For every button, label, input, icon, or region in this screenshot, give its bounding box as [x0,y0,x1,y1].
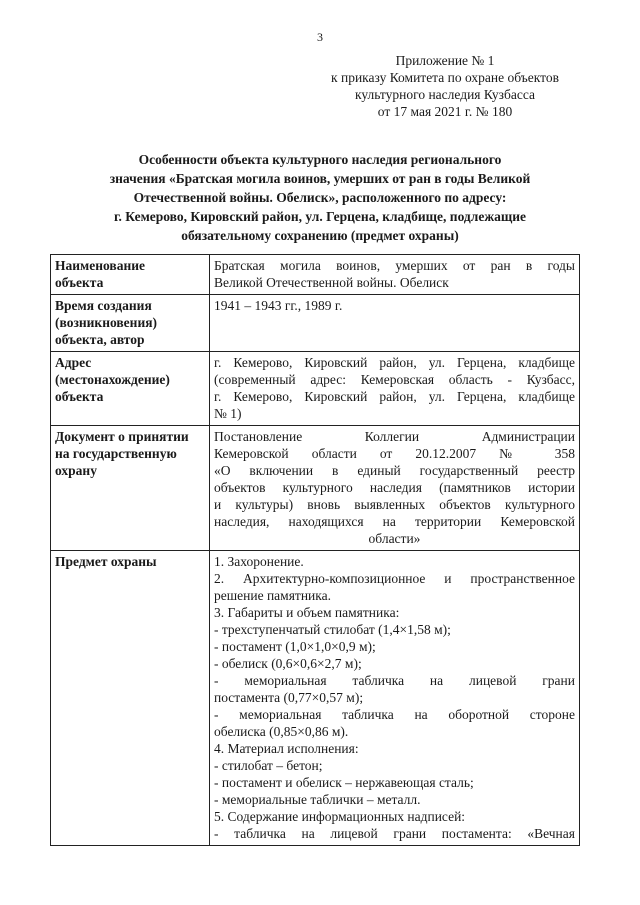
appendix-order-line: к приказу Комитета по охране объектов [331,70,559,85]
heading-line: значения «Братская могила воинов, умерших от ран в годы Великой [109,171,531,186]
document-heading [60,150,580,245]
name-label: Наименование объекта [51,255,210,295]
table-row-address [51,352,580,426]
table-row-created [51,295,580,352]
list-item: 1. Захоронение. [214,554,304,569]
list-item: - обелиск (0,6×0,6×2,7 м); [214,656,362,671]
document-label: Документ о принятии на государственную охрану [51,426,210,551]
list-item: - стилобат – бетон; [214,758,323,773]
address-label: Адрес (местонахождение) объекта [51,352,210,426]
subject-label: Предмет охраны [51,551,210,846]
list-item: - постамент (1,0×1,0×0,9 м); [214,639,376,654]
list-item: решение памятника. [214,588,331,603]
address-value: г. Кемерово, Кировский район, ул. Герцена, кладбище (современный адрес: Кемеровская область - Кузбасс, г. Кемерово, Кировский район, ул. Герцена, кладбище № 1) [210,352,580,426]
protection-subject-table [50,254,580,846]
appendix-block [300,52,590,120]
heading-line: Особенности объекта культурного наследия регионального [138,152,502,167]
heading-line: обязательному сохранению (предмет охраны) [181,228,459,243]
table-row-name [51,255,580,295]
table-row-subject [51,551,580,846]
list-item: 5. Содержание информационных надписей: [214,809,466,824]
list-item: - мемориальная табличка на лицевой грани [214,673,575,688]
appendix-title: Приложение № 1 [395,53,495,68]
list-item: - трехступенчатый стилобат (1,4×1,58 м); [214,622,451,637]
heading-line: Отечественной войны. Обелиск», расположенного по адресу: [133,190,507,205]
list-item: - табличка на лицевой грани постамента: «Вечная [214,826,575,841]
created-value: 1941 – 1943 гг., 1989 г. [210,295,580,352]
appendix-date-line: от 17 мая 2021 г. № 180 [377,104,513,119]
list-item: постамента (0,77×0,57 м); [214,690,364,705]
document-value: Постановление Коллегии Администрации Кемеровской области от 20.12.2007 № 358 «О включении в единый государственный реестр объектов культурного наследия (памятников истории и культуры) вновь выявленных объектов культурного наследия, находящихся на территории Кемеровской области» [210,426,580,551]
appendix-committee-line: культурного наследия Кузбасса [355,87,535,102]
name-value: Братская могила воинов, умерших от ран в годы Великой Отечественной войны. Обелиск [210,255,580,295]
list-item: - постамент и обелиск – нержавеющая сталь; [214,775,474,790]
list-item: 2. Архитектурно-композиционное и пространственное [214,571,575,586]
table-row-document [51,426,580,551]
list-item: обелиска (0,85×0,86 м). [214,724,349,739]
list-item: 4. Материал исполнения: [214,741,359,756]
subject-value [210,551,580,846]
heading-line: г. Кемерово, Кировский район, ул. Герцена, кладбище, подлежащие [113,209,527,224]
list-item: 3. Габариты и объем памятника: [214,605,400,620]
created-label: Время создания (возникновения) объекта, автор [51,295,210,352]
list-item: - мемориальные таблички – металл. [214,792,421,807]
page-number: 3 [317,30,323,44]
list-item: - мемориальная табличка на оборотной стороне [214,707,575,722]
